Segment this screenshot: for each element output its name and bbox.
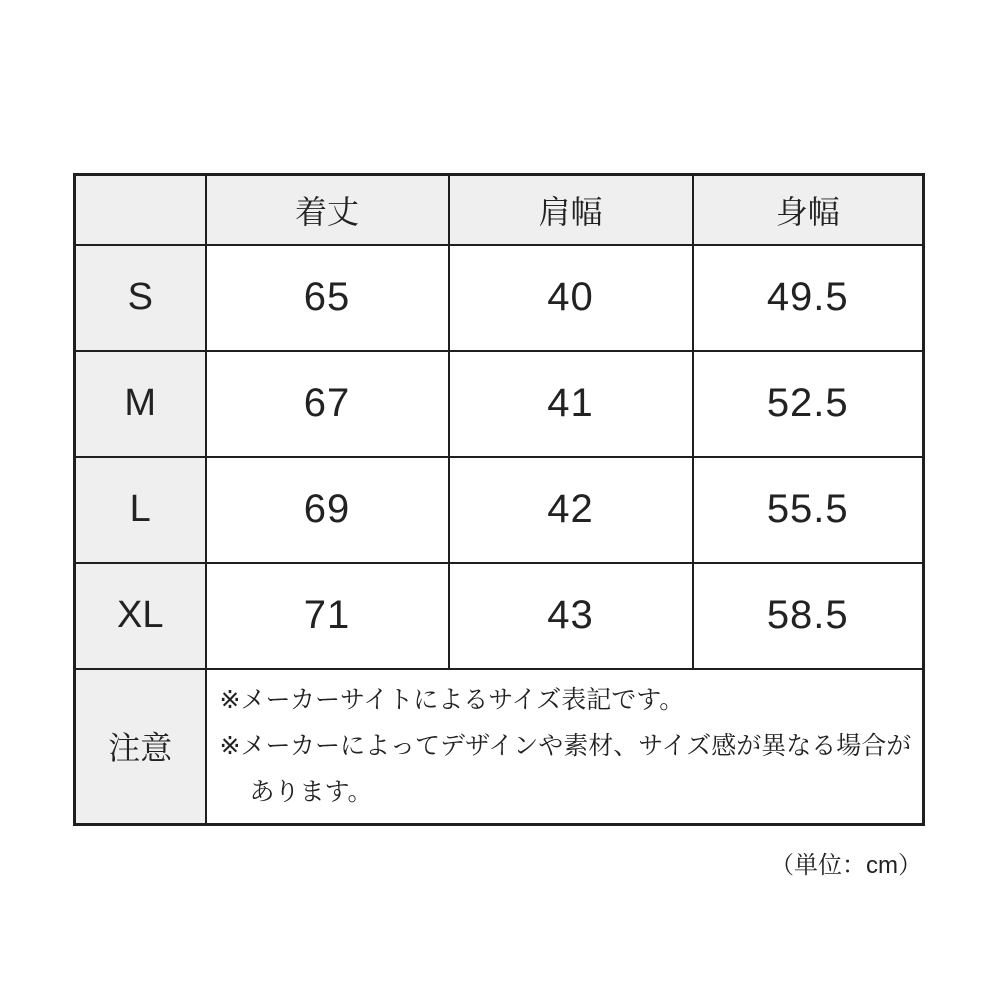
size-label-m: M <box>75 351 206 457</box>
table-row-s <box>75 245 924 351</box>
value-xl-body-length: 71 <box>206 563 449 669</box>
unit-caption: （単位：cm） <box>770 852 922 879</box>
size-label-l: L <box>75 457 206 563</box>
note-text-cell <box>206 669 924 825</box>
note-line-1: ※メーカーサイトによるサイズ表記です。 <box>219 686 685 715</box>
note-label-cell: 注意 <box>75 669 206 825</box>
value-m-body-width: 52.5 <box>693 351 924 457</box>
note-line-3: あります。 <box>249 778 373 807</box>
value-s-body-length: 65 <box>206 245 449 351</box>
value-m-body-length: 67 <box>206 351 449 457</box>
size-label-xl: XL <box>75 563 206 669</box>
size-chart-table <box>73 173 925 826</box>
header-cell-body-width: 身幅 <box>693 175 924 245</box>
size-label-s: S <box>75 245 206 351</box>
table-row-l <box>75 457 924 563</box>
value-l-body-width: 55.5 <box>693 457 924 563</box>
value-xl-body-width: 58.5 <box>693 563 924 669</box>
value-s-body-width: 49.5 <box>693 245 924 351</box>
header-cell-shoulder-width: 肩幅 <box>449 175 693 245</box>
value-xl-shoulder-width: 43 <box>449 563 693 669</box>
table-row-m <box>75 351 924 457</box>
header-cell-body-length: 着丈 <box>206 175 449 245</box>
table-note-row <box>75 669 924 825</box>
value-m-shoulder-width: 41 <box>449 351 693 457</box>
table-row-xl <box>75 563 924 669</box>
value-l-shoulder-width: 42 <box>449 457 693 563</box>
note-line-2: ※メーカーによってデザインや素材、サイズ感が異なる場合が <box>219 732 912 761</box>
table-header-row <box>75 175 924 245</box>
value-s-shoulder-width: 40 <box>449 245 693 351</box>
header-cell-empty <box>75 175 206 245</box>
value-l-body-length: 69 <box>206 457 449 563</box>
